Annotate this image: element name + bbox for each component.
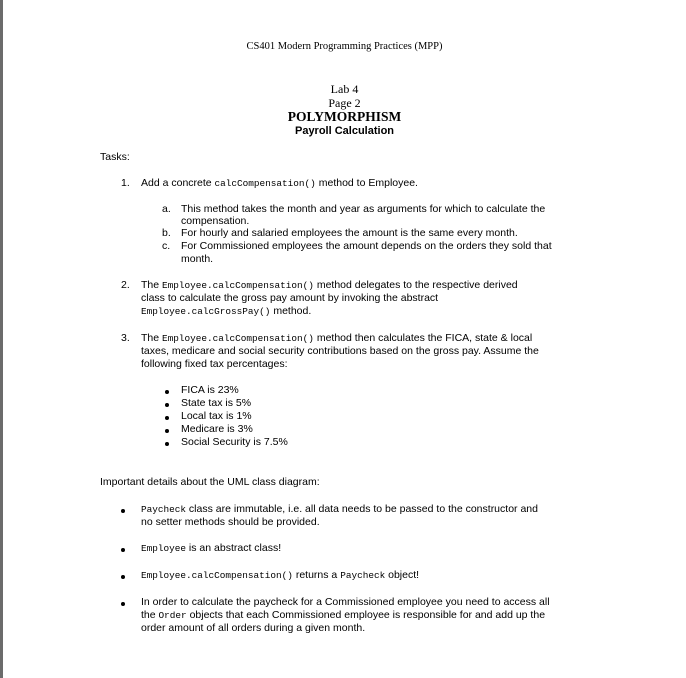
uml-bullet-4-line-3: order amount of all orders during a given month. <box>141 622 366 634</box>
task-1a-letter: a. <box>162 203 171 215</box>
tax-item-social-security: Social Security is 7.5% <box>181 436 288 448</box>
bullet-icon <box>121 575 125 579</box>
task-1b-line-1: For hourly and salaried employees the amount is the same every month. <box>181 227 518 239</box>
task-1-text: Add a concrete calcCompensation() method to Employee. <box>141 177 418 189</box>
task-1a-line-2: compensation. <box>181 215 250 227</box>
bullet-icon <box>165 403 169 407</box>
uml-bullet-4-line-1: In order to calculate the paycheck for a Commissioned employee you need to access all <box>141 596 550 608</box>
uml-bullet-4-line-2: the Order objects that each Commissioned employee is responsible for and add up the <box>141 609 546 621</box>
uml-heading: Important details about the UML class diagram: <box>100 476 320 488</box>
tax-item-state: State tax is 5% <box>181 397 252 409</box>
tasks-label: Tasks: <box>100 151 130 163</box>
task-1c-letter: c. <box>162 240 171 252</box>
bullet-icon <box>121 548 125 552</box>
uml-bullet-2: Employee is an abstract class! <box>141 542 282 554</box>
bullet-icon <box>165 429 169 433</box>
uml-bullet-3: Employee.calcCompensation() returns a Paycheck object! <box>141 569 420 581</box>
task-2-line-3: Employee.calcGrossPay() method. <box>141 305 312 317</box>
task-1a-line-1: This method takes the month and year as arguments for which to calculate the <box>181 203 546 215</box>
tax-item-local: Local tax is 1% <box>181 410 252 422</box>
task-2-line-1: The Employee.calcCompensation() method delegates to the respective derived <box>141 279 518 291</box>
task-3-line-3: following fixed tax percentages: <box>141 358 288 370</box>
task-1c-line-2: month. <box>181 253 214 265</box>
bullet-icon <box>165 390 169 394</box>
doc-subheading: Payroll Calculation <box>294 125 395 137</box>
doc-heading: POLYMORPHISM <box>287 109 402 124</box>
task-2-line-2: class to calculate the gross pay amount by invoking the abstract <box>141 292 439 304</box>
task-3-number: 3. <box>121 332 130 344</box>
bullet-icon <box>121 509 125 513</box>
bullet-icon <box>165 442 169 446</box>
course-header: CS401 Modern Programming Practices (MPP) <box>246 41 443 52</box>
document-page <box>3 0 686 678</box>
tax-item-medicare: Medicare is 3% <box>181 423 253 435</box>
page-number: Page 2 <box>328 96 361 110</box>
uml-bullet-1-line-2: no setter methods should be provided. <box>141 516 320 528</box>
task-3-line-1: The Employee.calcCompensation() method then calculates the FICA, state & local <box>141 332 533 344</box>
bullet-icon <box>165 416 169 420</box>
task-3-line-2: taxes, medicare and social security contributions based on the gross pay. Assume the <box>141 345 539 357</box>
bullet-icon <box>121 602 125 606</box>
task-1-number: 1. <box>121 177 130 189</box>
lab-number: Lab 4 <box>330 82 359 96</box>
tax-item-fica: FICA is 23% <box>181 384 239 396</box>
uml-bullet-1-line-1: Paycheck class are immutable, i.e. all data needs to be passed to the constructor and <box>141 503 538 515</box>
task-2-number: 2. <box>121 279 130 291</box>
task-1b-letter: b. <box>162 227 171 239</box>
task-1c-line-1: For Commissioned employees the amount depends on the orders they sold that <box>181 240 552 252</box>
